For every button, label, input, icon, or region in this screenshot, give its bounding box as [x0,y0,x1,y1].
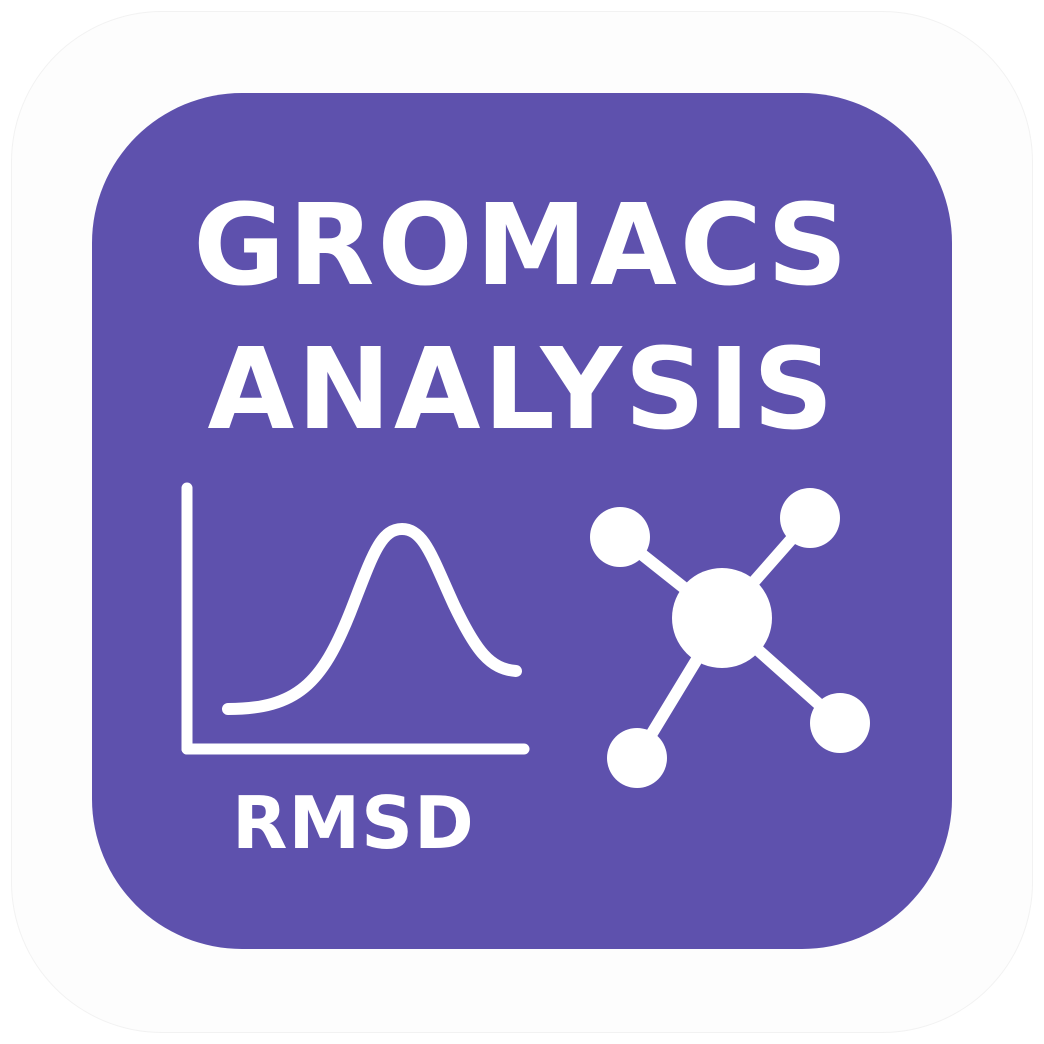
bell-curve-chart-icon [172,473,552,773]
atom-bottom-right [810,693,870,753]
bell-curve [228,529,516,709]
center-atom [672,568,772,668]
rmsd-label: RMSD [232,781,475,865]
title-line-1: GROMACS [193,181,851,311]
atom-bottom-left [607,728,667,788]
title-line-2: ANALYSIS [207,325,837,455]
icon-tile [92,93,952,949]
atom-top-right [780,488,840,548]
molecule-icon [582,473,882,813]
atom-top-left [590,507,650,567]
